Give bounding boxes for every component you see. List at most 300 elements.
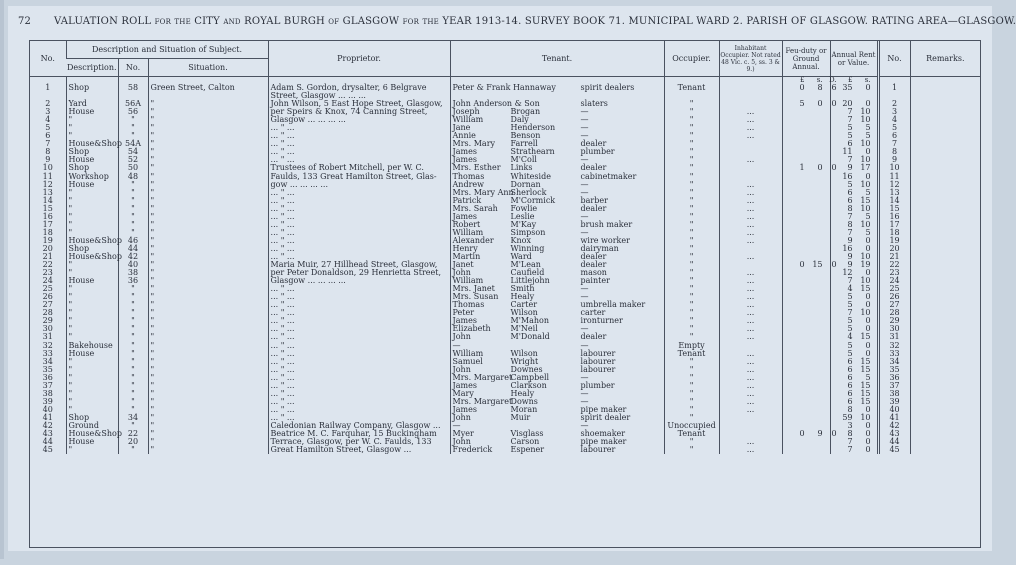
row-number: 9 [45, 155, 51, 165]
col-tenant: Tenant. [450, 41, 664, 77]
row-number: 7 [45, 139, 51, 149]
remarks-cell [910, 181, 980, 189]
value-pounds: 35 [842, 83, 853, 92]
feu-shillings: 15 [812, 260, 823, 270]
situation-cell: " [148, 245, 268, 253]
description-cell: House&Shop [66, 253, 118, 261]
table-row [30, 301, 980, 309]
annual-value-cell [830, 189, 878, 197]
value-pounds: 9 [847, 251, 853, 261]
proprietor-cell: ... " ... [268, 221, 450, 229]
tenant-cell [450, 253, 664, 261]
pound-head: £ [848, 76, 853, 84]
occupier-cell: " [664, 285, 719, 293]
tenant-occupation: dealer [580, 163, 607, 173]
proprietor-cell: ... " ... [268, 285, 450, 293]
value-shillings: 0 [865, 316, 871, 326]
annual-value-cell [830, 229, 878, 237]
tenant-occupation: barber [580, 195, 608, 205]
tenant-cell [450, 309, 664, 317]
header-title: VALUATION ROLL for the CITY and ROYAL BURGH of GLASGOW for the YEAR 1913-14. SURVEY BOOK 71. MUNICIPAL WARD 2. PARISH OF GLASGOW. RATING AREA—GLASGOW. [54, 16, 1016, 27]
row-number: 2 [45, 99, 51, 109]
tenant-occupation: — [580, 107, 589, 117]
occupier-cell: " [664, 253, 719, 261]
value-pounds: 6 [847, 195, 853, 205]
tenant-forename: Alexander [452, 235, 494, 245]
situation-cell: " [148, 342, 268, 350]
tenant-occupation: — [580, 155, 589, 165]
proprietor-cell: ... " ... [268, 398, 450, 406]
value-pounds: 7 [847, 211, 853, 221]
street-number-cell: 34 [118, 414, 148, 422]
row-number-repeat: 14 [878, 197, 910, 205]
tenant-occupation: ironturner [580, 316, 623, 326]
value-shillings: 0 [865, 235, 871, 245]
remarks-cell [910, 342, 980, 350]
tenant-cell [450, 398, 664, 406]
inhabitant-cell: ... [719, 108, 782, 116]
occupier-cell: " [664, 317, 719, 325]
feu-duty-cell [782, 358, 830, 366]
inhabitant-cell: ... [719, 213, 782, 221]
annual-value-cell [830, 438, 878, 446]
tenant-forename: Henry [452, 243, 478, 253]
occupier-cell: " [664, 374, 719, 382]
occupier-cell: " [664, 237, 719, 245]
table-body [30, 77, 980, 455]
feu-duty-cell [782, 438, 830, 446]
proprietor-cell: per Speirs & Knox, 74 Canning Street, [268, 108, 450, 116]
annual-value-cell [830, 422, 878, 430]
description-cell: " [66, 325, 118, 333]
remarks-cell [910, 229, 980, 237]
inhabitant-cell [719, 140, 782, 148]
value-shillings: 0 [865, 348, 871, 358]
value-shillings: 10 [860, 308, 871, 318]
table-row [30, 446, 980, 454]
row-number-repeat: 22 [878, 261, 910, 269]
row-number: 33 [42, 348, 53, 358]
annual-value-cell [830, 156, 878, 164]
remarks-cell [910, 108, 980, 116]
annual-value-cell [830, 197, 878, 205]
inhabitant-cell: ... [719, 253, 782, 261]
table-row [30, 189, 980, 197]
tenant-cell [450, 124, 664, 132]
value-shillings: 5 [865, 123, 871, 133]
valuation-table [30, 41, 980, 454]
tenant-forename: Jane [452, 123, 471, 133]
description-cell: " [66, 269, 118, 277]
row-number: 17 [42, 219, 53, 229]
annual-value-cell [830, 430, 878, 438]
table-row [30, 358, 980, 366]
feu-duty-cell [782, 317, 830, 325]
value-shillings: 15 [860, 356, 871, 366]
table-row [30, 406, 980, 414]
value-pounds: 8 [847, 219, 853, 229]
remarks-cell [910, 164, 980, 172]
value-pounds: 7 [847, 308, 853, 318]
street-number-cell: 40 [118, 261, 148, 269]
description-cell: Bakehouse [66, 342, 118, 350]
value-pounds: 8 [847, 404, 853, 414]
table-row [30, 422, 980, 430]
situation-cell: " [148, 253, 268, 261]
remarks-cell [910, 205, 980, 213]
occupier-cell: " [664, 446, 719, 454]
proprietor-cell: ... " ... [268, 414, 450, 422]
value-pounds: 11 [842, 147, 853, 157]
remarks-cell [910, 398, 980, 406]
remarks-cell [910, 173, 980, 181]
row-number-repeat: 33 [878, 350, 910, 358]
shilling-head: s. [816, 76, 823, 84]
value-pounds: 9 [847, 235, 853, 245]
tenant-cell [450, 148, 664, 156]
occupier-cell: " [664, 269, 719, 277]
value-pounds: 9 [847, 163, 853, 173]
situation-cell: " [148, 132, 268, 140]
tenant-surname: Carter [510, 300, 538, 310]
annual-value-cell [830, 325, 878, 333]
tenant-forename: James [452, 147, 477, 157]
proprietor-cell: Faulds, 133 Great Hamilton Street, Glas- [268, 173, 450, 181]
feu-duty-cell [782, 269, 830, 277]
occupier-cell: Tenant [664, 430, 719, 438]
row-number-repeat: 37 [878, 382, 910, 390]
tenant-occupation: dealer [580, 251, 607, 261]
inhabitant-cell: ... [719, 301, 782, 309]
value-pounds: 6 [847, 396, 853, 406]
inhabitant-cell: ... [719, 374, 782, 382]
description-cell: " [66, 317, 118, 325]
value-pounds: 16 [842, 243, 853, 253]
occupier-cell: Empty [664, 342, 719, 350]
tenant-surname: M'Cormick [510, 195, 556, 205]
proprietor-cell: ... " ... [268, 197, 450, 205]
description-cell: House&Shop [66, 237, 118, 245]
col-description: Description. [66, 59, 118, 77]
occupier-cell: " [664, 124, 719, 132]
value-pounds: 6 [847, 372, 853, 382]
proprietor-cell: ... " ... [268, 382, 450, 390]
street-number-cell: " [118, 205, 148, 213]
proprietor-cell: ... " ... [268, 374, 450, 382]
tenant-surname: Winning [510, 243, 545, 253]
street-number-cell: " [118, 366, 148, 374]
remarks-cell [910, 221, 980, 229]
proprietor-cell: Maria Muir, 27 Hillhead Street, Glasgow, [268, 261, 450, 269]
feu-duty-cell [782, 422, 830, 430]
table-row [30, 325, 980, 333]
tenant-occupation: — [580, 131, 589, 141]
row-number: 27 [42, 300, 53, 310]
tenant-forename: John [452, 412, 471, 422]
tenant-surname: Clarkson [510, 380, 547, 390]
situation-cell: " [148, 148, 268, 156]
street-number-cell: " [118, 422, 148, 430]
feu-duty-cell [782, 92, 830, 100]
feu-duty-cell [782, 237, 830, 245]
tenant-cell [450, 140, 664, 148]
remarks-cell [910, 358, 980, 366]
remarks-cell [910, 253, 980, 261]
occupier-cell: " [664, 366, 719, 374]
inhabitant-cell: ... [719, 277, 782, 285]
occupier-cell: " [664, 221, 719, 229]
value-pounds: 6 [847, 139, 853, 149]
value-shillings: 0 [865, 437, 871, 447]
tenant-surname: Ward [510, 251, 532, 261]
situation-cell: " [148, 205, 268, 213]
row-number: 21 [42, 251, 53, 261]
feu-duty-cell [782, 83, 837, 92]
occupier-cell: " [664, 181, 719, 189]
tenant-surname: Moran [510, 404, 538, 414]
value-head [830, 77, 878, 85]
description-cell: " [66, 116, 118, 124]
inhabitant-cell [719, 414, 782, 422]
proprietor-cell: ... " ... [268, 189, 450, 197]
street-number-cell: " [118, 406, 148, 414]
tenant-forename: Mrs. Sarah [452, 203, 498, 213]
annual-value-cell [830, 358, 878, 366]
annual-value-cell [830, 181, 878, 189]
roll-table-frame [29, 40, 981, 548]
remarks-cell [910, 132, 980, 140]
remarks-cell [910, 156, 980, 164]
value-shillings: 10 [860, 115, 871, 125]
street-number-cell: 36 [118, 277, 148, 285]
proprietor-cell: ... " ... [268, 342, 450, 350]
tenant-cell [450, 382, 664, 390]
street-number-cell: " [118, 309, 148, 317]
tenant-surname: Fowlie [510, 203, 538, 213]
situation-cell: " [148, 382, 268, 390]
occupier-cell: " [664, 148, 719, 156]
occupier-cell: Tenant [664, 84, 719, 92]
annual-value-cell [830, 293, 878, 301]
annual-value-cell [830, 245, 878, 253]
value-pounds: 8 [847, 203, 853, 213]
inhabitant-cell: ... [719, 309, 782, 317]
row-number: 25 [42, 284, 53, 294]
tenant-forename: Robert [452, 219, 481, 229]
street-number-cell: " [118, 325, 148, 333]
street-number-cell: " [118, 446, 148, 454]
situation-cell: Green Street, Calton [148, 84, 268, 92]
row-number-repeat: 16 [878, 213, 910, 221]
tenant-surname: Strathearn [510, 147, 555, 157]
feu-duty-cell [782, 245, 830, 253]
inhabitant-cell: ... [719, 333, 782, 341]
table-row [30, 148, 980, 156]
occupier-cell: " [664, 382, 719, 390]
tenant-cell [450, 430, 664, 438]
annual-value-cell [830, 92, 878, 100]
value-pounds: 16 [842, 171, 853, 181]
tenant-occupation: pipe maker [580, 404, 627, 414]
tenant-occupation: spirit dealers [580, 83, 635, 92]
table-row [30, 116, 980, 124]
tenant-occupation: — [580, 372, 589, 382]
value-shillings: 15 [860, 364, 871, 374]
table-row [30, 333, 980, 341]
situation-cell: " [148, 100, 268, 108]
feu-duty-cell [782, 140, 830, 148]
remarks-cell [910, 446, 980, 454]
occupier-cell: " [664, 325, 719, 333]
proprietor-cell: ... " ... [268, 205, 450, 213]
tenant-occupation: dealer [580, 260, 607, 270]
annual-value-cell [830, 132, 878, 140]
row-number-repeat: 40 [878, 406, 910, 414]
value-pounds: 20 [842, 99, 853, 109]
occupier-cell: Tenant [664, 350, 719, 358]
description-cell: " [66, 358, 118, 366]
proprietor-cell: ... " ... [268, 124, 450, 132]
tenant-forename: Andrew [452, 179, 484, 189]
value-shillings: 5 [865, 227, 871, 237]
tenant-forename: James [452, 155, 477, 165]
tenant-occupation: — [580, 284, 589, 294]
tenant-forename: Peter [452, 308, 475, 318]
occupier-cell: " [664, 309, 719, 317]
street-number-cell: " [118, 189, 148, 197]
value-shillings: 10 [860, 107, 871, 117]
tenant-forename: Thomas [452, 300, 485, 310]
proprietor-cell: ... " ... [268, 325, 450, 333]
row-number: 10 [42, 163, 53, 173]
proprietor-cell: per Peter Donaldson, 29 Henrietta Street, [268, 269, 450, 277]
street-number-cell: " [118, 374, 148, 382]
street-number-cell: " [118, 132, 148, 140]
row-number: 32 [42, 340, 53, 350]
table-row [30, 213, 980, 221]
proprietor-cell: ... " ... [268, 350, 450, 358]
feu-duty-cell [782, 293, 830, 301]
tenant-cell [450, 237, 664, 245]
feu-duty-cell [782, 333, 830, 341]
street-number-cell: " [118, 197, 148, 205]
street-number-cell: " [118, 390, 148, 398]
row-number-repeat: 29 [878, 317, 910, 325]
value-pounds: 8 [847, 429, 853, 439]
description-cell: " [66, 221, 118, 229]
row-number-repeat: 5 [878, 124, 910, 132]
row-number: 1 [45, 83, 51, 92]
value-shillings: 15 [860, 388, 871, 398]
inhabitant-cell [719, 164, 782, 172]
tenant-cell [450, 414, 664, 422]
tenant-occupation: — [580, 388, 589, 398]
value-shillings: 10 [860, 276, 871, 286]
tenant-forename: Patrick [452, 195, 482, 205]
tenant-forename: Mary [452, 388, 474, 398]
table-row [30, 221, 980, 229]
feu-duty-cell [782, 406, 830, 414]
inhabitant-cell: ... [719, 189, 782, 197]
tenant-surname: Leslie [510, 211, 535, 221]
tenant-forename: James [452, 316, 477, 326]
value-pounds: 6 [847, 380, 853, 390]
tenant-cell [450, 374, 664, 382]
value-pounds: 6 [847, 356, 853, 366]
value-pounds: 7 [847, 227, 853, 237]
remarks-cell [910, 237, 980, 245]
annual-value-cell [830, 261, 878, 269]
value-pounds: 5 [847, 324, 853, 334]
annual-value-cell [830, 350, 878, 358]
street-number-cell: 56 [118, 108, 148, 116]
remarks-cell [910, 350, 980, 358]
tenant-surname: Wilson [510, 348, 538, 358]
feu-pounds: 0 [799, 83, 805, 92]
value-pounds: 7 [847, 276, 853, 286]
tenant-occupation: dealer [580, 203, 607, 213]
street-number-cell: " [118, 358, 148, 366]
situation-cell: " [148, 229, 268, 237]
row-number-repeat: 8 [878, 148, 910, 156]
description-cell: House&Shop [66, 430, 118, 438]
tenant-forename: Frederick [452, 445, 493, 455]
table-row [30, 382, 980, 390]
proprietor-cell: ... " ... [268, 148, 450, 156]
tenant-occupation: — [580, 115, 589, 125]
tenant-occupation: labourer [580, 356, 616, 366]
tenant-occupation: — [580, 324, 589, 334]
street-number-cell: 44 [118, 245, 148, 253]
feu-duty-cell [782, 181, 830, 189]
value-shillings: 15 [860, 396, 871, 406]
street-number-cell: 54 [118, 148, 148, 156]
tenant-occupation: — [580, 396, 589, 406]
tenant-occupation: wire worker [580, 235, 630, 245]
feu-pounds: 1 [799, 163, 805, 173]
remarks-cell [910, 430, 980, 438]
feu-duty-cell [782, 390, 830, 398]
table-row [30, 197, 980, 205]
row-number: 41 [42, 412, 53, 422]
feu-pence: 0 [831, 99, 837, 109]
description-cell: Yard [66, 100, 118, 108]
row-number-repeat: 34 [878, 358, 910, 366]
street-number-cell: " [118, 293, 148, 301]
inhabitant-cell: ... [719, 438, 782, 446]
table-row [30, 374, 980, 382]
occupier-cell: " [664, 164, 719, 172]
value-shillings: 17 [860, 163, 871, 173]
row-number: 19 [42, 235, 53, 245]
row-number: 36 [42, 372, 53, 382]
remarks-cell [910, 309, 980, 317]
remarks-cell [910, 124, 980, 132]
occupier-cell: " [664, 205, 719, 213]
value-shillings: 5 [865, 131, 871, 141]
proprietor-cell: ... " ... [268, 293, 450, 301]
row-number: 35 [42, 364, 53, 374]
situation-cell: " [148, 221, 268, 229]
description-cell: " [66, 374, 118, 382]
situation-cell: " [148, 124, 268, 132]
tenant-surname: Links [510, 163, 533, 173]
value-shillings: 10 [860, 251, 871, 261]
tenant-occupation: — [580, 227, 589, 237]
proprietor-cell: Glasgow ... ... ... ... [268, 116, 450, 124]
feu-duty-cell [782, 374, 830, 382]
situation-cell: " [148, 317, 268, 325]
